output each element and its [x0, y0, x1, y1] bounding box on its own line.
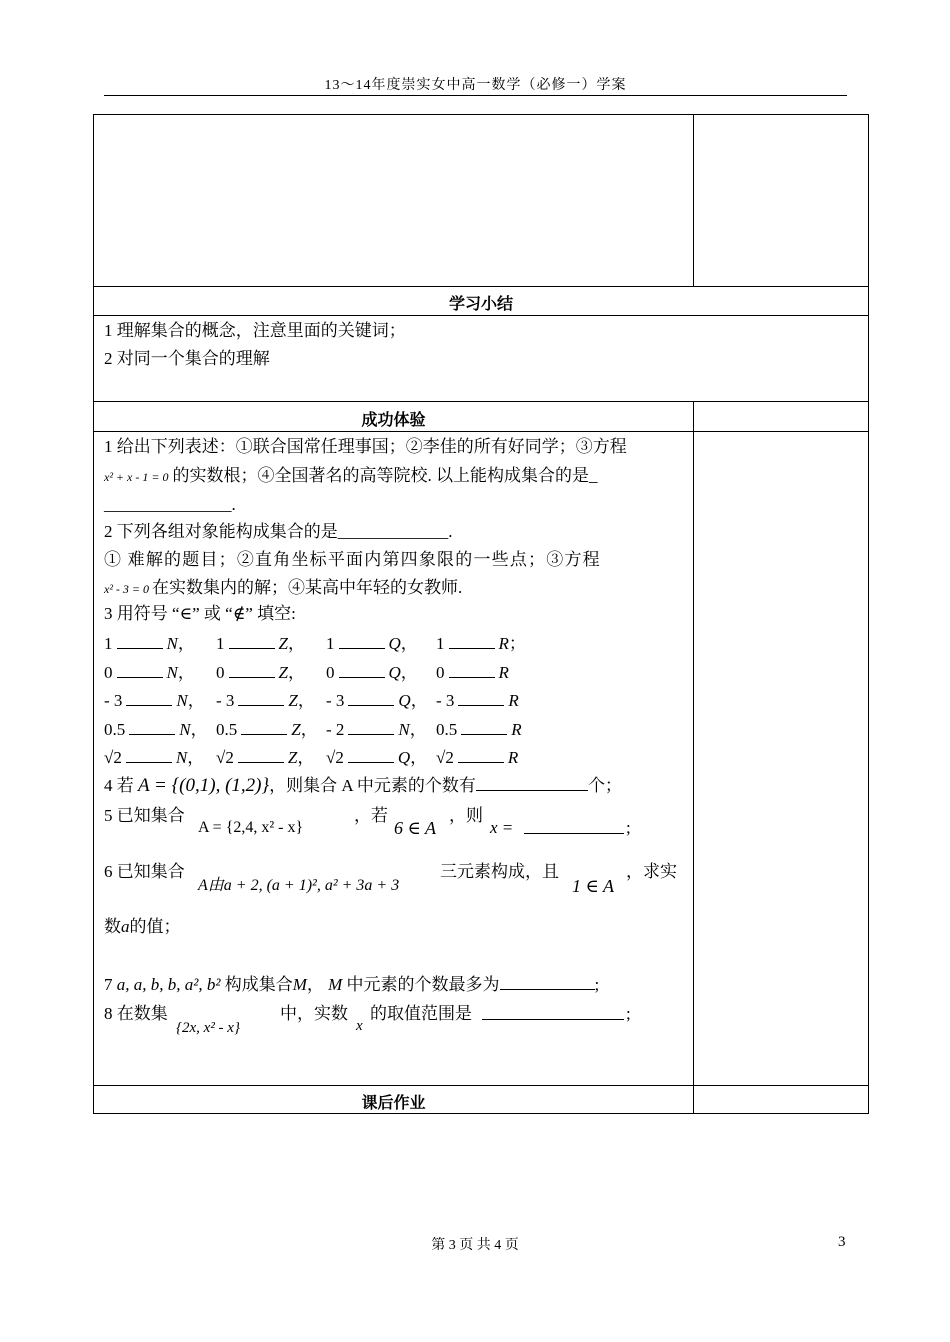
summary-line-1: 1 理解集合的概念，注意里面的关键词；	[104, 321, 406, 340]
q3-item	[326, 689, 428, 712]
q2-line-1: 2 下列各组对象能构成集合的是_____________.	[104, 522, 453, 541]
summary-title: 学习小结	[448, 294, 513, 313]
q3-item	[326, 661, 418, 684]
q7-text-e: ;	[594, 975, 600, 994]
q3-set-symbol: Z	[291, 720, 301, 739]
success-side-cell	[693, 431, 869, 1086]
q1-text-b: 的实数根；④全国著名的高等院校. 以上能构成集合的是_	[172, 466, 598, 485]
q3-separator: ，	[287, 634, 305, 653]
q3-element: - 3	[326, 691, 345, 710]
q3-answer-blank[interactable]	[241, 718, 287, 735]
q3-item	[326, 632, 418, 655]
q8-text-d: ;	[626, 1004, 631, 1023]
q1-line-2	[104, 465, 597, 488]
q3-separator: ，	[300, 720, 318, 739]
q6-set: A由a + 2, (a + 1)², a² + 3a + 3	[198, 877, 400, 894]
q3-set-symbol: R	[498, 634, 509, 653]
q5-text-b: ，若	[354, 806, 388, 825]
q3-element: 1	[216, 634, 225, 653]
q8-line	[104, 1003, 631, 1039]
q3-element: 0	[326, 663, 335, 682]
q3-separator: ，	[177, 663, 195, 682]
header-rule	[104, 95, 847, 96]
q7-set-m-2: M	[328, 975, 343, 994]
top-main-cell	[93, 114, 694, 287]
q3-element: √2	[104, 748, 122, 767]
q3-item	[436, 661, 509, 684]
q3-answer-blank[interactable]	[339, 632, 385, 649]
q6-var-a: a	[121, 917, 130, 936]
q3-separator: ，	[297, 748, 315, 767]
q3-title: 3 用符号 “∈” 或 “∉” 填空:	[104, 604, 296, 623]
q3-answer-blank[interactable]	[458, 746, 504, 763]
q4-text-c: 个；	[587, 776, 622, 795]
success-title: 成功体验	[361, 410, 426, 429]
q4-text-a: 4 若	[104, 776, 134, 795]
q3-set-symbol: N	[166, 634, 178, 653]
q4-text-b: ，则集合 A 中元素的个数有	[269, 776, 476, 795]
q3-element: 0.5	[104, 720, 126, 739]
q8-text-b: 中，实数	[280, 1004, 348, 1023]
q3-element: 0	[104, 663, 113, 682]
q3-element: 1	[436, 634, 445, 653]
q3-answer-blank[interactable]	[117, 632, 163, 649]
top-side-cell	[693, 114, 869, 287]
q8-text-a: 8 在数集	[104, 1004, 168, 1023]
q3-element: √2	[326, 748, 344, 767]
q8-set: {2x, x² - x}	[176, 1020, 240, 1036]
summary-line-2: 2 对同一个集合的理解	[104, 349, 270, 368]
q5-x: x =	[490, 818, 514, 837]
q3-answer-blank[interactable]	[229, 632, 275, 649]
q3-element: 0.5	[216, 720, 238, 739]
q3-answer-blank[interactable]	[449, 632, 495, 649]
q3-separator: ，	[409, 720, 427, 739]
q3-answer-blank[interactable]	[126, 689, 172, 706]
q6-text-c: ，求实	[626, 862, 677, 881]
q4-answer-blank[interactable]	[476, 774, 588, 791]
q3-answer-blank[interactable]	[229, 661, 275, 678]
q3-separator: ，	[297, 691, 315, 710]
q6-line-2	[104, 916, 181, 938]
q3-item	[326, 746, 427, 769]
q3-separator: ，	[177, 634, 195, 653]
q1-line-1: 1 给出下列表述：①联合国常任理事国；②李佳的所有好同学；③方程	[104, 437, 627, 456]
q3-element: √2	[216, 748, 234, 767]
q2-line-2: ① 难解的题目；②直角坐标平面内第四象限的一些点；③方程	[104, 550, 601, 569]
q3-set-symbol: N	[398, 720, 410, 739]
q3-answer-blank[interactable]	[129, 718, 175, 735]
q3-set-symbol: R	[511, 720, 522, 739]
q3-item	[104, 661, 195, 684]
q3-element: 0	[436, 663, 445, 682]
q3-set-symbol: Q	[388, 663, 401, 682]
q3-set-symbol: Z	[287, 748, 298, 767]
q5-text-d: ;	[626, 818, 631, 837]
q5-text-a: 5 已知集合	[104, 806, 185, 825]
q3-item	[216, 661, 305, 684]
q8-x: x	[356, 1018, 363, 1034]
q3-element: 1	[326, 634, 335, 653]
q3-element: - 3	[436, 691, 455, 710]
q5-condition: 6 ∈ A	[394, 818, 436, 838]
q3-element: √2	[436, 748, 454, 767]
q3-separator: ，	[410, 748, 428, 767]
q3-item	[104, 689, 205, 712]
q3-separator: ，	[190, 720, 208, 739]
q7-text-b: 构成集合	[224, 975, 293, 994]
success-title-side-cell	[693, 401, 869, 432]
q3-element: 1	[104, 634, 113, 653]
q3-answer-blank[interactable]	[238, 746, 284, 763]
q3-element: - 2	[326, 720, 345, 739]
q3-set-symbol: Q	[398, 691, 411, 710]
q3-answer-blank[interactable]	[348, 746, 394, 763]
header-title: 13～14年度崇实女中高一数学（必修一）学案	[324, 78, 627, 93]
q3-element: 0	[216, 663, 225, 682]
q3-set-symbol: R	[498, 663, 509, 682]
q7-text-c: ，	[306, 975, 324, 994]
q6-text-a: 6 已知集合	[104, 862, 185, 881]
q3-item	[216, 746, 314, 769]
q3-answer-blank[interactable]	[126, 746, 172, 763]
q3-element: - 3	[216, 691, 235, 710]
q3-answer-blank[interactable]	[348, 689, 394, 706]
q3-set-symbol: R	[508, 691, 519, 710]
q6-line-1	[104, 861, 677, 901]
q3-answer-blank[interactable]	[238, 689, 284, 706]
q3-item	[104, 632, 195, 655]
q6-condition: 1 ∈ A	[572, 876, 614, 896]
q6-text-b: 三元素构成，且	[440, 862, 559, 881]
footer-page-label: 第 3 页 共 4 页	[431, 1238, 519, 1253]
q6-text-e: 的值；	[129, 917, 181, 936]
q2-equation: x² - 3 = 0	[104, 582, 150, 596]
q3-answer-blank[interactable]	[348, 718, 394, 735]
q8-answer-blank[interactable]	[482, 1003, 624, 1020]
q3-separator: ，	[187, 691, 205, 710]
q3-separator: ，	[400, 634, 418, 653]
q3-item	[216, 689, 315, 712]
q7-line	[104, 973, 599, 996]
q7-text-d: 中元素的个数最多为	[346, 975, 500, 994]
q3-set-symbol: Q	[388, 634, 401, 653]
q3-item	[326, 718, 427, 741]
q3-separator: ，	[410, 691, 428, 710]
q3-item	[436, 632, 526, 655]
q3-set-symbol: Q	[397, 748, 411, 767]
q3-set-symbol: N	[176, 691, 188, 710]
q3-item	[104, 746, 204, 769]
q3-item	[436, 746, 518, 769]
q3-answer-blank[interactable]	[339, 661, 385, 678]
homework-side-cell	[693, 1085, 869, 1114]
q4-line	[104, 774, 622, 797]
q7-answer-blank[interactable]	[500, 973, 595, 990]
q3-separator: ，	[287, 663, 305, 682]
q7-set-m: M	[292, 975, 307, 994]
q1-equation: x² + x - 1 = 0	[104, 470, 169, 484]
q1-line-3: _______________.	[104, 495, 236, 514]
q6-text-d: 数	[104, 917, 121, 936]
q3-set-symbol: N	[166, 663, 178, 682]
q5-text-c: ，则	[449, 806, 483, 825]
homework-title: 课后作业	[361, 1093, 426, 1112]
q3-element: - 3	[104, 691, 123, 710]
q5-line	[104, 805, 631, 845]
q3-separator: ，	[187, 748, 205, 767]
q3-answer-blank[interactable]	[458, 689, 504, 706]
q3-separator: ；	[508, 634, 526, 653]
q3-set-symbol: R	[507, 748, 519, 767]
q3-separator: ，	[400, 663, 418, 682]
q7-items: a, a, b, b, a², b²	[116, 975, 221, 994]
q3-answer-blank[interactable]	[449, 661, 495, 678]
q2-line-3	[104, 577, 462, 600]
footer-page-number: 3	[838, 1234, 846, 1250]
q2-text-c: 在实数集内的解；④某高中年轻的女教师.	[152, 578, 463, 597]
q3-set-symbol: N	[175, 748, 188, 767]
q3-set-symbol: Z	[288, 691, 298, 710]
q3-item	[216, 632, 305, 655]
q3-item	[216, 718, 318, 741]
q3-item	[436, 718, 522, 741]
q3-set-symbol: Z	[278, 634, 288, 653]
q3-element: 0.5	[436, 720, 458, 739]
q4-set: A = {(0,1), (1,2)}	[138, 775, 270, 796]
q3-answer-blank[interactable]	[117, 661, 163, 678]
q7-text-a: 7	[104, 975, 113, 994]
q3-item	[436, 689, 519, 712]
q3-set-symbol: Z	[278, 663, 288, 682]
q3-answer-blank[interactable]	[461, 718, 507, 735]
q3-item	[104, 718, 208, 741]
q3-set-symbol: N	[179, 720, 191, 739]
q5-set: A = {2,4, x² - x}	[198, 819, 304, 836]
q5-answer-blank[interactable]	[524, 817, 624, 834]
q8-text-c: 的取值范围是	[370, 1004, 472, 1023]
